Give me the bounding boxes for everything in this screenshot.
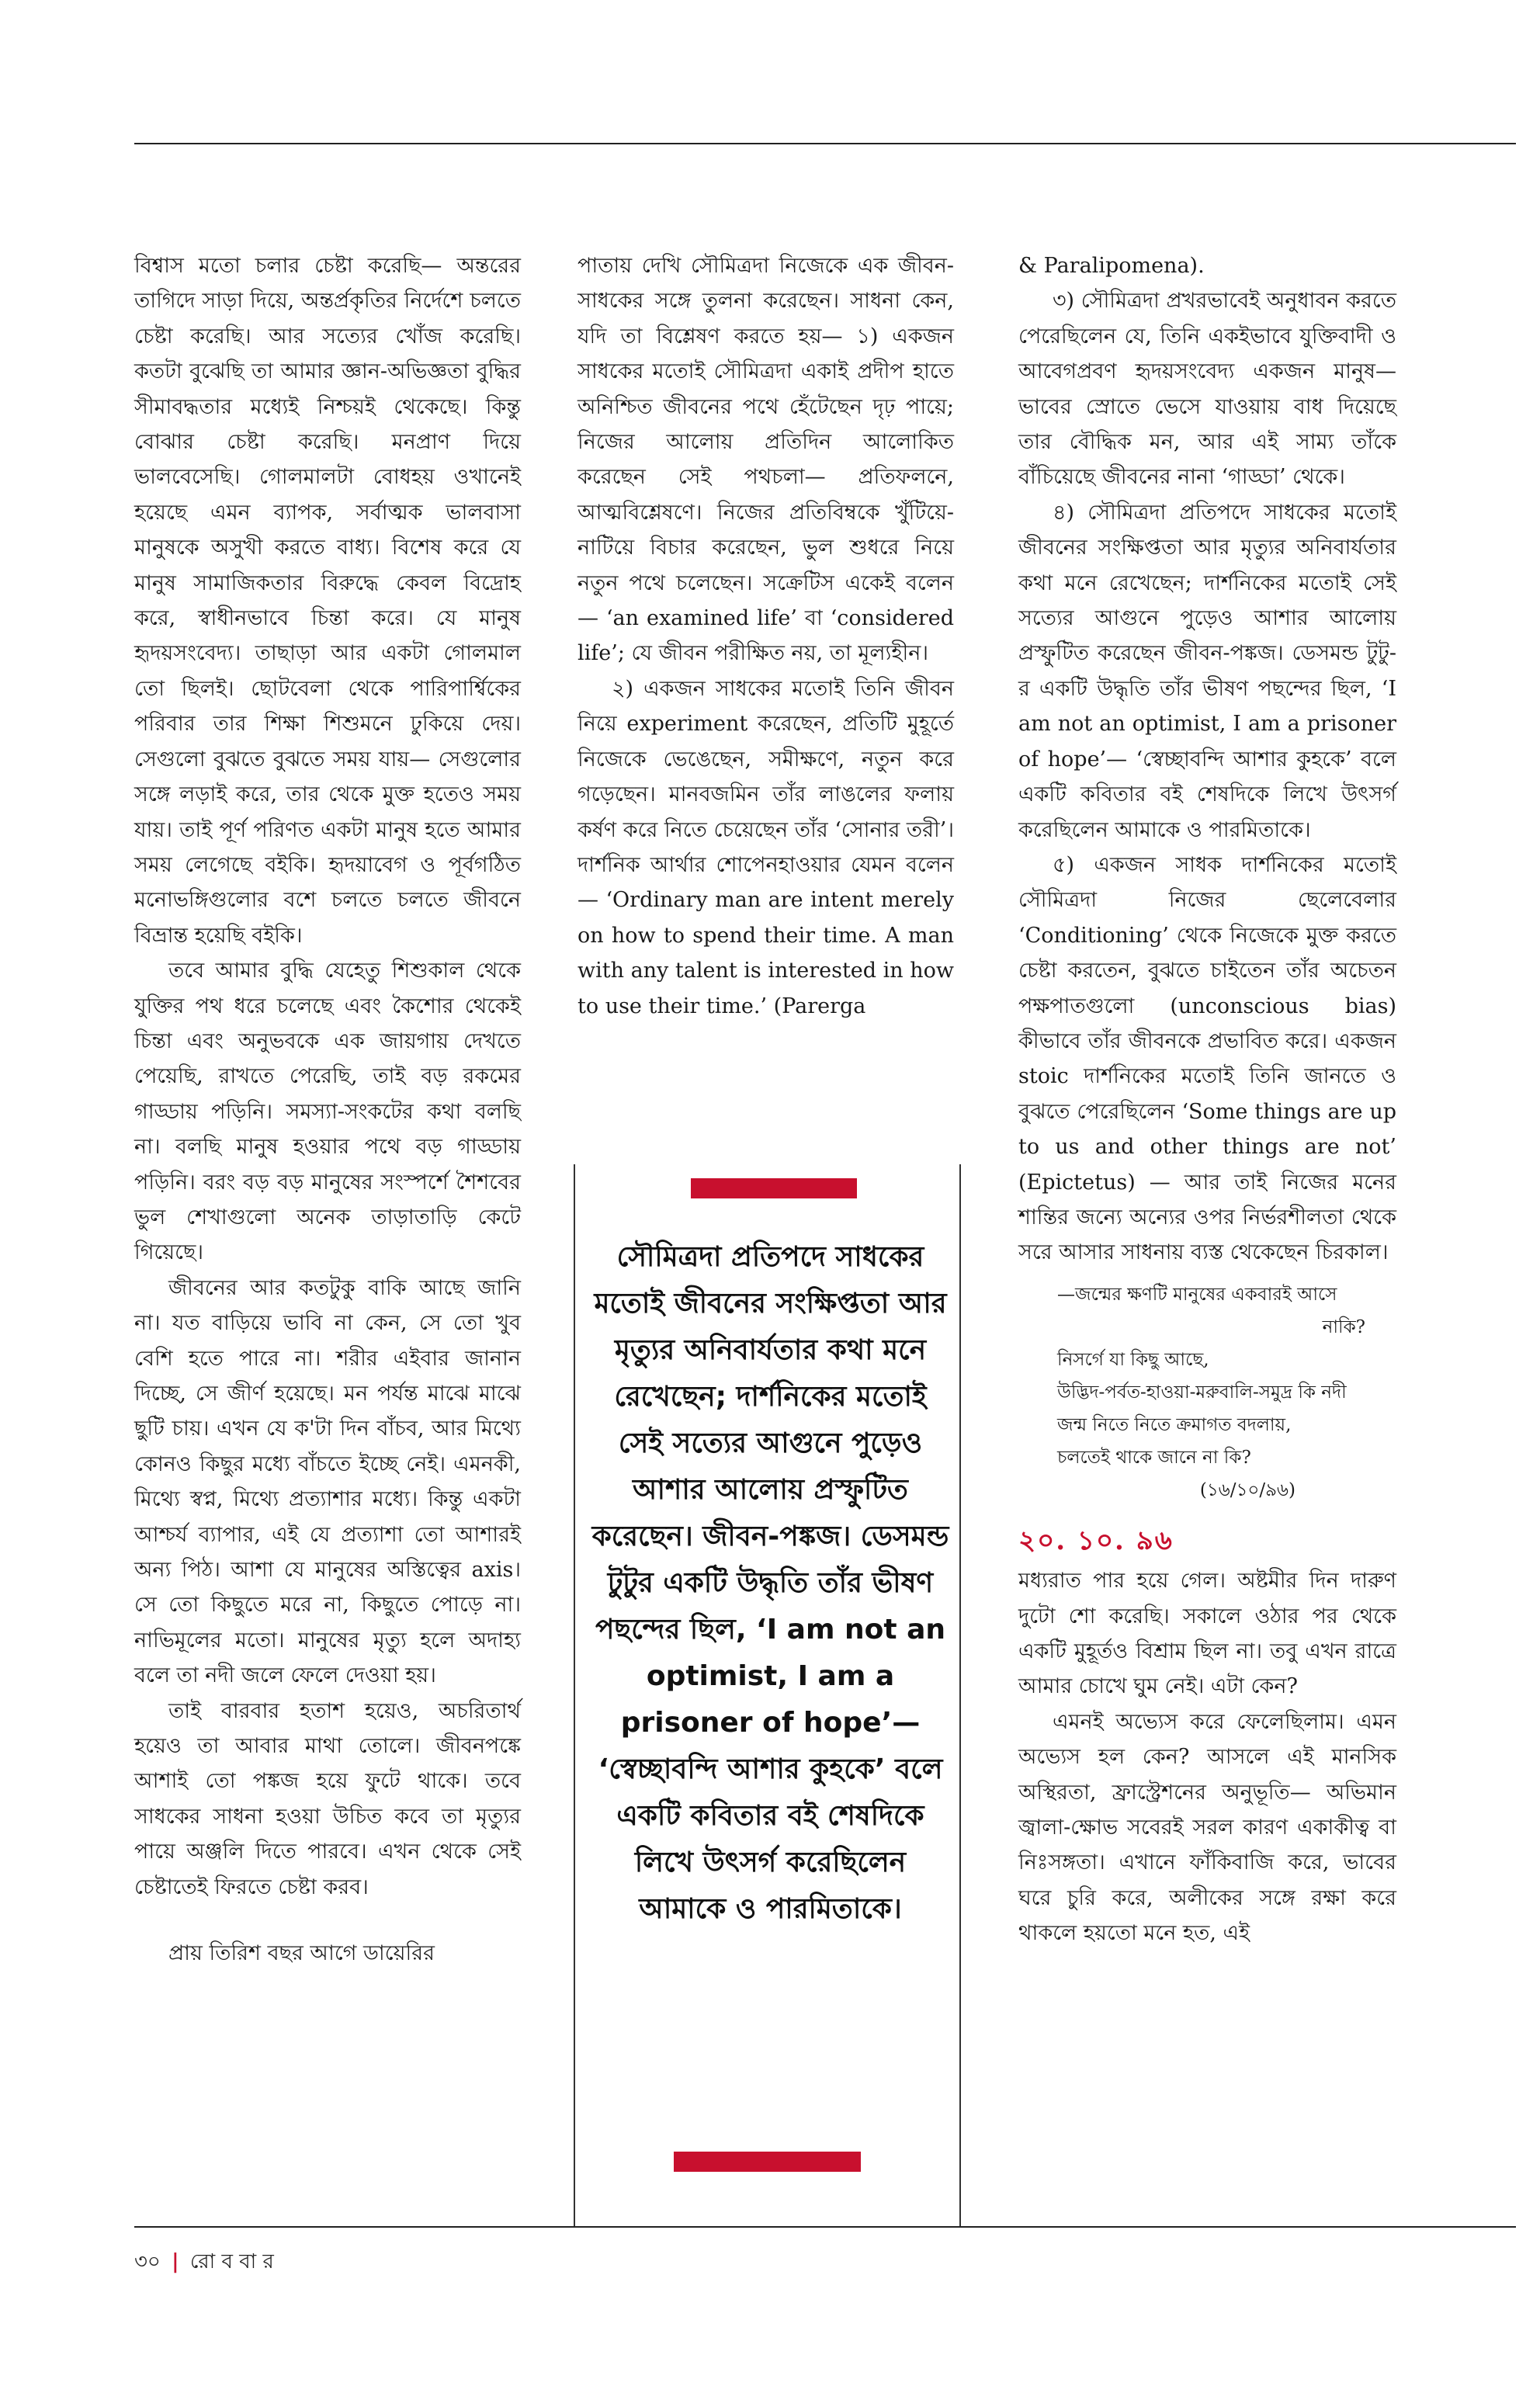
paragraph: ৫) একজন সাধক দার্শনিকের মতোই সৌমিত্রদা নিজের ছেলেবেলার ‘Conditioning’ থেকে নিজেকে মুক্ত করতে চেষ্টা করতেন, বুঝতে চাইতেন তাঁর অচেতন পক্ষপাতগুলো (unconscious bias) কীভাবে তাঁর জীবনকে প্রভাবিত করে। একজন stoic দার্শনিকের মতোই তিনি জানতে ও বুঝতে পেরেছিলেন ‘Some things are up to us and other things are not’ (Epictetus) — আর তাই নিজের মনের শান্তির জন্যে অন্যের ওপর নির্ভরশীলতা থেকে সরে আসার সাধনায় ব্যস্ত থেকেছেন চিরকাল। (1018, 852, 1396, 1265)
poem-line: জন্ম নিতে নিতে ক্রমাগত বদলায়, (1057, 1414, 1292, 1435)
diary-entry-date: ২০. ১০. ৯৬ (1018, 1524, 1174, 1556)
paragraph: ৪) সৌমিত্রদা প্রতিপদে সাধকের মতোই জীবনের সংক্ষিপ্ততা আর মৃত্যুর অনিবার্যতার কথা মনে রেখেছেন; দার্শনিকের মতোই সেই সত্যের আগুনে পুড়েও আশার আলোয় প্রস্ফুটিত করেছেন জীবন-পঙ্কজ। ডেসমন্ড টুটু-র একটি উদ্ধৃতি তাঁর ভীষণ পছন্দের ছিল, ‘I am not an optimist, I am a prisoner of hope’— ‘স্বেচ্ছাবন্দি আশার কুহকে’ বলে একটি কবিতার বই শেষদিকে লিখে উৎসর্গ করেছিলেন আমাকে ও পারমিতাকে। (1018, 500, 1396, 842)
poem-line: নাকি? (1322, 1316, 1365, 1337)
paragraph: জীবনের আর কতটুকু বাকি আছে জানি না। যত বাড়িয়ে ভাবি না কেন, সে তো খুব বেশি হতে পারে না। শরীর এইবার জানান দিচ্ছে, সে জীর্ণ হয়েছে। মন পর্যন্ত মাঝে মাঝে ছুটি চায়। এখন যে ক'টা দিন বাঁচব, আর মিথ্যে কোনও কিছুর মধ্যে বাঁচতে ইচ্ছে নেই। এমনকী, মিথ্যে স্বপ্ন, মিথ্যে প্রত্যাশার মধ্যে। কিন্তু একটা আশ্চর্য ব্যাপার, এই যে প্রত্যাশা তো আশারই অন্য পিঠ। আশা যে মানুষের অস্তিত্বের axis। সে তো কিছুতে মরে না, কিছুতে পোড়ে না। নাভিমূলের মতো। মানুষের মৃত্যু হলে অদাহ্য বলে তা নদী জলে ফেলে দেওয়া হয়। (134, 1275, 521, 1688)
diary-poem (1018, 1278, 1396, 1507)
pull-quote: সৌমিত্রদা প্রতিপদে সাধকের মতোই জীবনের সংক্ষিপ্ততা আর মৃত্যুর অনিবার্যতার কথা মনে রেখেছেন; দার্শনিকের মতোই সেই সত্যের আগুনে পুড়েও আশার আলোয় প্রস্ফুটিত করেছেন। জীবন-পঙ্কজ। ডেসমন্ড টুটুর একটি উদ্ধৃতি তাঁর ভীষণ পছন্দের ছিল, ‘I am not an optimist, I am a prisoner of hope’— ‘স্বেচ্ছাবন্দি আশার কুহকে’ বলে একটি কবিতার বই শেষদিকে লিখে উৎসর্গ করেছিলেন আমাকে ও পারমিতাকে। (591, 1241, 949, 1925)
poem-line: উদ্ভিদ-পর্বত-হাওয়া-মরুবালি-সমুদ্র কি নদী (1057, 1382, 1347, 1403)
paragraph: বিশ্বাস মতো চলার চেষ্টা করেছি— অন্তরের তাগিদে সাড়া দিয়ে, অন্তর্প্রকৃতির নির্দেশে চলতে চেষ্টা করেছি। আর সত্যের খোঁজ করেছি। কতটা বুঝেছি তা আমার জ্ঞান-অভিজ্ঞতা বুদ্ধির সীমাবদ্ধতার মধ্যেই নিশ্চয়ই থেকেছে। কিন্তু বোঝার চেষ্টা করেছি। মনপ্রাণ দিয়ে ভালবেসেছি। গোলমালটা বোধহয় ওখানেই হয়েছে এমন ব্যাপক, সর্বাত্মক ভালবাসা মানুষকে অসুখী করতে বাধ্য। বিশেষ করে যে মানুষ সামাজিকতার বিরুদ্ধে কেবল বিদ্রোহ করে, স্বাধীনভাবে চিন্তা করে। যে মানুষ হৃদয়সংবেদ্য। তাছাড়া আর একটা গোলমাল তো ছিলই। ছোটবেলা থেকে পারিপার্শ্বিকের পরিবার তার শিক্ষা শিশুমনে ঢুকিয়ে দেয়। সেগুলো বুঝতে বুঝতে সময় যায়— সেগুলোর সঙ্গে লড়াই করে, তার থেকে মুক্ত হতেও সময় যায়। তাই পূর্ণ পরিণত একটা মানুষ হতে আমার সময় লেগেছে বইকি। হৃদয়াবেগ ও পূর্বগঠিত মনোভঙ্গিগুলোর বশে চলতে চলতে জীবনে বিভ্রান্ত হয়েছি বইকি। (134, 254, 521, 948)
poem-line: চলতেই থাকে জানে না কি? (1057, 1447, 1251, 1468)
pullquote-bottom-bar (674, 2152, 861, 2172)
paragraph: তবে আমার বুদ্ধি যেহেতু শিশুকাল থেকে যুক্তির পথ ধরে চলেছে এবং কৈশোর থেকেই চিন্তা এবং অনুভবকে এক জায়গায় দেখতে পেয়েছি, রাখতে পেরেছি, তাই বড় রকমের গাড্ডায় পড়িনি। সমস্যা-সংকটের কথা বলছি না। বলছি মানুষ হওয়ার পথে বড় গাড্ডায় পড়িনি। বরং বড় বড় মানুষের সংস্পর্শে শৈশবের ভুল শেখাগুলো অনেক তাড়াতাড়ি কেটে গিয়েছে। (134, 959, 521, 1265)
footer-separator: | (172, 2250, 179, 2273)
paragraph: মধ্যরাত পার হয়ে গেল। অষ্টমীর দিন দারুণ দুটো শো করেছি। সকালে ওঠার পর থেকে একটি মুহূর্তও বিশ্রাম ছিল না। তবু এখন রাত্রে আমার চোখে ঘুম নেই। এটা কেন? (1018, 1569, 1396, 1699)
page-footer (134, 2246, 274, 2280)
paragraph: ২) একজন সাধকের মতোই তিনি জীবন নিয়ে experiment করেছেন, প্রতিটি মুহূর্তে নিজেকে ভেঙেছেন, সমীক্ষণে, নতুন করে গড়েছেন। মানবজমিন তাঁর লাঙলের ফলায় কর্ষণ করে নিতে চেয়েছেন তাঁর ‘সোনার তরী’। দার্শনিক আর্থার শোপেনহাওয়ার যেমন বলেন— ‘Ordinary man are intent merely on how to spend their time. A man with any talent is interested in how to use their time.’ (Parerga (578, 676, 954, 1018)
paragraph: প্রায় তিরিশ বছর আগে ডায়েরির (168, 1941, 435, 1966)
paragraph: & Paralipomena). (1018, 254, 1205, 278)
pullquote-top-bar (691, 1178, 857, 1198)
paragraph: ৩) সৌমিত্রদা প্রখরভাবেই অনুধাবন করতে পেরেছিলেন যে, তিনি একইভাবে যুক্তিবাদী ও আবেগপ্রবণ হৃদয়সংবেদ্য একজন মানুষ— ভাবের স্রোতে ভেসে যাওয়ায় বাধ দিয়েছে তার বৌদ্ধিক মন, আর এই সাম্য তাঁকে বাঁচিয়েছে জীবনের নানা ‘গাড্ডা’ থেকে। (1018, 289, 1396, 490)
paragraph: তাই বারবার হতাশ হয়েও, অচরিতার্থ হয়েও তা আবার মাথা তোলে। জীবনপঙ্কে আশাই তো পঙ্কজ হয়ে ফুটে থাকে। তবে সাধকের সাধনা হওয়া উচিত কবে তা মৃত্যুর পায়ে অঞ্জলি দিতে পারবে। এখন থেকে সেই চেষ্টাতেই ফিরতে চেষ্টা করব। (134, 1698, 521, 1899)
bottom-rule (134, 2226, 1516, 2228)
top-rule (134, 143, 1516, 144)
paragraph: এমনই অভ্যেস করে ফেলেছিলাম। এমন অভ্যেস হল কেন? আসলে এই মানসিক অস্থিরতা, ফ্রাস্ট্রেশনের অনুভূতি— অভিমান জ্বালা-ক্ষোভ সবেরই সরল কারণ একাকীত্ব বা নিঃসঙ্গতা। এখানে ফাঁকিবাজি করে, ভাবের ঘরে চুরি করে, অলীকের সঙ্গে রক্ষা করে থাকলে হয়তো মনে হত, এই (1018, 1709, 1396, 1946)
article-column-3 (1018, 248, 1396, 1951)
poem-line: নিসর্গে যা কিছু আছে, (1057, 1349, 1209, 1370)
column-divider (959, 1164, 961, 2226)
article-column-1 (134, 248, 521, 1972)
poem-date: (১৬/১০/৯৬) (1199, 1479, 1295, 1500)
poem-line: —জন্মের ক্ষণটি মানুষের একবারই আসে (1057, 1284, 1337, 1305)
column-divider (574, 1164, 575, 2226)
page-number: ৩০ (134, 2250, 161, 2273)
article-column-2 (578, 248, 954, 1024)
magazine-name: রো ব বা র (189, 2250, 274, 2273)
paragraph: পাতায় দেখি সৌমিত্রদা নিজেকে এক জীবন-সাধকের সঙ্গে তুলনা করেছেন। সাধনা কেন, যদি তা বিশ্লেষণ করতে হয়— ১) একজন সাধকের মতোই সৌমিত্রদা একাই প্রদীপ হাতে অনিশ্চিত জীবনের পথে হেঁটেছেন দৃঢ় পায়ে; নিজের আলোয় প্রতিদিন আলোকিত করেছেন সেই পথচলা— প্রতিফলনে, আত্মবিশ্লেষণে। নিজের প্রতিবিম্বকে খুঁটিয়ে-নাটিয়ে বিচার করেছেন, ভুল শুধরে নিয়ে নতুন পথে চলেছেন। সক্রেটিস একেই বলেন— ‘an examined life’ বা ‘considered life’; যে জীবন পরীক্ষিত নয়, তা মূল্যহীন। (578, 254, 954, 666)
